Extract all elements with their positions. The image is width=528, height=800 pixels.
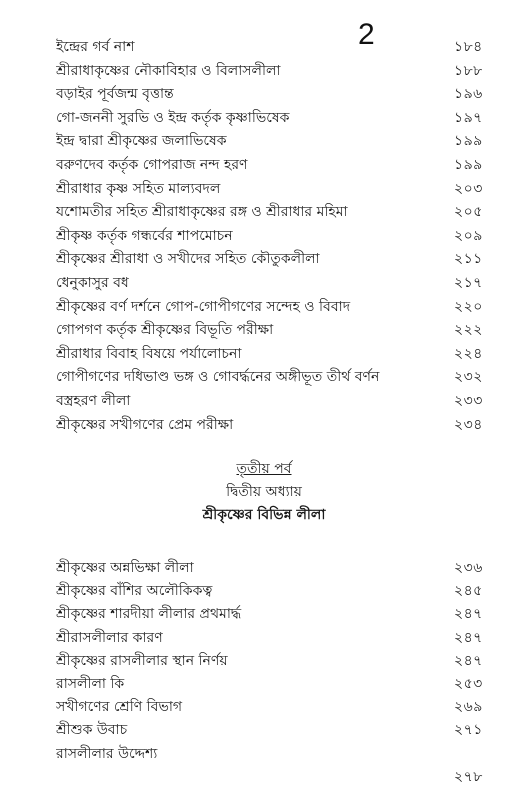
toc-entry-title: গোপগণ কর্তৃক শ্রীকৃষ্ণের বিভূতি পরীক্ষা xyxy=(56,322,274,339)
toc-entry-title: শ্রীকৃষ্ণের বাঁশির অলৌকিকত্ব xyxy=(56,583,213,600)
toc-entry-page: ২৪৭ xyxy=(454,629,483,646)
toc-entry xyxy=(56,719,496,742)
toc-entry-page: ২২০ xyxy=(454,298,483,315)
toc-entry-page: ২৭৮ xyxy=(454,768,483,785)
toc-entry-page: ২১১ xyxy=(454,251,483,268)
toc-entry-title: ধেনুকাসুর বধ xyxy=(56,274,129,291)
toc-entry-title: গোপীগণের দধিভাণ্ড ভঙ্গ ও গোবর্দ্ধনের অঙ্গীভূত তীর্থ বর্ণন xyxy=(56,369,380,386)
toc-entry-page: ১৯৯ xyxy=(454,156,483,173)
toc-entry-page: ২০৩ xyxy=(454,180,483,197)
toc-entry-page: ২২২ xyxy=(454,322,483,339)
toc-entry xyxy=(56,557,496,580)
toc-entry xyxy=(56,627,496,650)
toc-entry-page: ২৩২ xyxy=(454,369,483,386)
toc-entry-title: শ্রীরাধাকৃষ্ণের নৌকাবিহার ও বিলাসলীলা xyxy=(56,62,281,79)
toc-entry xyxy=(56,154,496,178)
toc-entry xyxy=(56,390,496,414)
toc-entry xyxy=(56,225,496,249)
toc-entry xyxy=(56,366,496,390)
toc-entry-title: শ্রীকৃষ্ণের শ্রীরাধা ও সখীদের সহিত কৌতুকলীলা xyxy=(56,251,320,268)
toc-entry-page: ২০৯ xyxy=(454,227,483,244)
toc-entry-title: বস্ত্রহরণ লীলা xyxy=(56,392,131,409)
toc-entry xyxy=(56,603,496,626)
toc-entry-page: ২৪৭ xyxy=(454,652,483,669)
toc-list-top xyxy=(56,36,496,437)
toc-entry xyxy=(56,743,496,766)
part-title: তৃতীয় পর্ব xyxy=(236,461,292,477)
toc-entry-title: শ্রীকৃষ্ণ কর্তৃক গন্ধর্বের শাপমোচন xyxy=(56,227,233,244)
toc-entry xyxy=(56,580,496,603)
toc-entry-title: বড়াইর পূর্বজন্ম বৃত্তান্ত xyxy=(56,86,174,103)
chapter-number: দ্বিতীয় অধ্যায় xyxy=(226,484,302,500)
toc-entry xyxy=(56,130,496,154)
toc-entry xyxy=(56,414,496,438)
toc-entry-title: শ্রীরাধার কৃষ্ণ সহিত মাল্যবদল xyxy=(56,180,221,197)
section-heading xyxy=(0,458,528,527)
toc-entry-title: শ্রীকৃষ্ণের রাসলীলার স্থান নির্ণয় xyxy=(56,652,228,669)
toc-entry-page: ১৯৬ xyxy=(454,86,483,103)
toc-entry-page: ১৯৭ xyxy=(454,109,483,126)
toc-entry-title: রাসলীলার উদ্দেশ্য xyxy=(56,745,158,762)
toc-entry-title: ইন্দ্র দ্বারা শ্রীকৃষ্ণের জলাভিষেক xyxy=(56,133,227,150)
toc-entry-page: ২৪৭ xyxy=(454,606,483,623)
chapter-title: শ্রীকৃষ্ণের বিভিন্ন লীলা xyxy=(202,507,326,523)
toc-entry xyxy=(56,107,496,131)
toc-entry-title: রাসলীলা কি xyxy=(56,675,125,692)
toc-entry-title: শ্রীশুক উবাচ xyxy=(56,722,128,739)
toc-entry-title: বরুণদেব কর্তৃক গোপরাজ নন্দ হরণ xyxy=(56,156,248,173)
toc-entry-page: ২৫৩ xyxy=(454,675,483,692)
toc-entry xyxy=(56,766,496,789)
toc-entry xyxy=(56,201,496,225)
toc-entry-page: ২৩৬ xyxy=(454,560,483,576)
toc-entry-page: ১৮৪ xyxy=(454,39,483,55)
toc-entry-page: ২৩৩ xyxy=(454,392,483,409)
toc-entry-title: সখীগণের শ্রেণি বিভাগ xyxy=(56,699,183,716)
toc-entry-title: শ্রীরাসলীলার কারণ xyxy=(56,629,163,646)
toc-entry xyxy=(56,696,496,719)
toc-entry xyxy=(56,296,496,320)
toc-entry xyxy=(56,178,496,202)
toc-entry-title: শ্রীকৃষ্ণের অন্নভিক্ষা লীলা xyxy=(56,560,194,576)
toc-entry xyxy=(56,650,496,673)
toc-entry-page: ১৮৮ xyxy=(454,62,483,79)
toc-entry-title: শ্রীকৃষ্ণের বর্ণ দর্শনে গোপ-গোপীগণের সন্দেহ ও বিবাদ xyxy=(56,298,351,315)
toc-entry-title: শ্রীকৃষ্ণের সখীগণের প্রেম পরীক্ষা xyxy=(56,416,234,433)
toc-entry xyxy=(56,319,496,343)
toc-entry-title: শ্রীকৃষ্ণের শারদীয়া লীলার প্রথমার্দ্ধ xyxy=(56,606,242,623)
toc-entry xyxy=(56,673,496,696)
toc-entry xyxy=(56,60,496,84)
toc-entry-title: গো-জননী সুরভি ও ইন্দ্র কর্তৃক কৃষ্ণাভিষেক xyxy=(56,109,290,126)
toc-entry-title: শ্রীরাধার বিবাহ বিষয়ে পর্যালোচনা xyxy=(56,345,242,362)
toc-entry-title: ইন্দ্রের গর্ব নাশ xyxy=(56,39,135,55)
toc-entry xyxy=(56,343,496,367)
toc-list-bottom xyxy=(56,557,496,789)
toc-entry-page: ১৯৯ xyxy=(454,133,483,150)
toc-entry-page: ২২৪ xyxy=(454,345,483,362)
toc-entry-page: ২৭১ xyxy=(454,722,483,739)
toc-entry-page: ২৪৫ xyxy=(454,583,483,600)
toc-entry xyxy=(56,248,496,272)
toc-entry-title: যশোমতীর সহিত শ্রীরাধাকৃষ্ণের রঙ্গ ও শ্রীরাধার মহিমা xyxy=(56,204,348,221)
toc-entry xyxy=(56,83,496,107)
toc-entry-page: ২১৭ xyxy=(454,274,483,291)
toc-entry xyxy=(56,36,496,60)
toc-entry-page: ২৬৯ xyxy=(454,699,483,716)
toc-entry xyxy=(56,272,496,296)
page-number: 2 xyxy=(358,18,375,51)
toc-entry-page: ২০৫ xyxy=(454,204,483,221)
toc-entry-page: ২৩৪ xyxy=(454,416,483,433)
